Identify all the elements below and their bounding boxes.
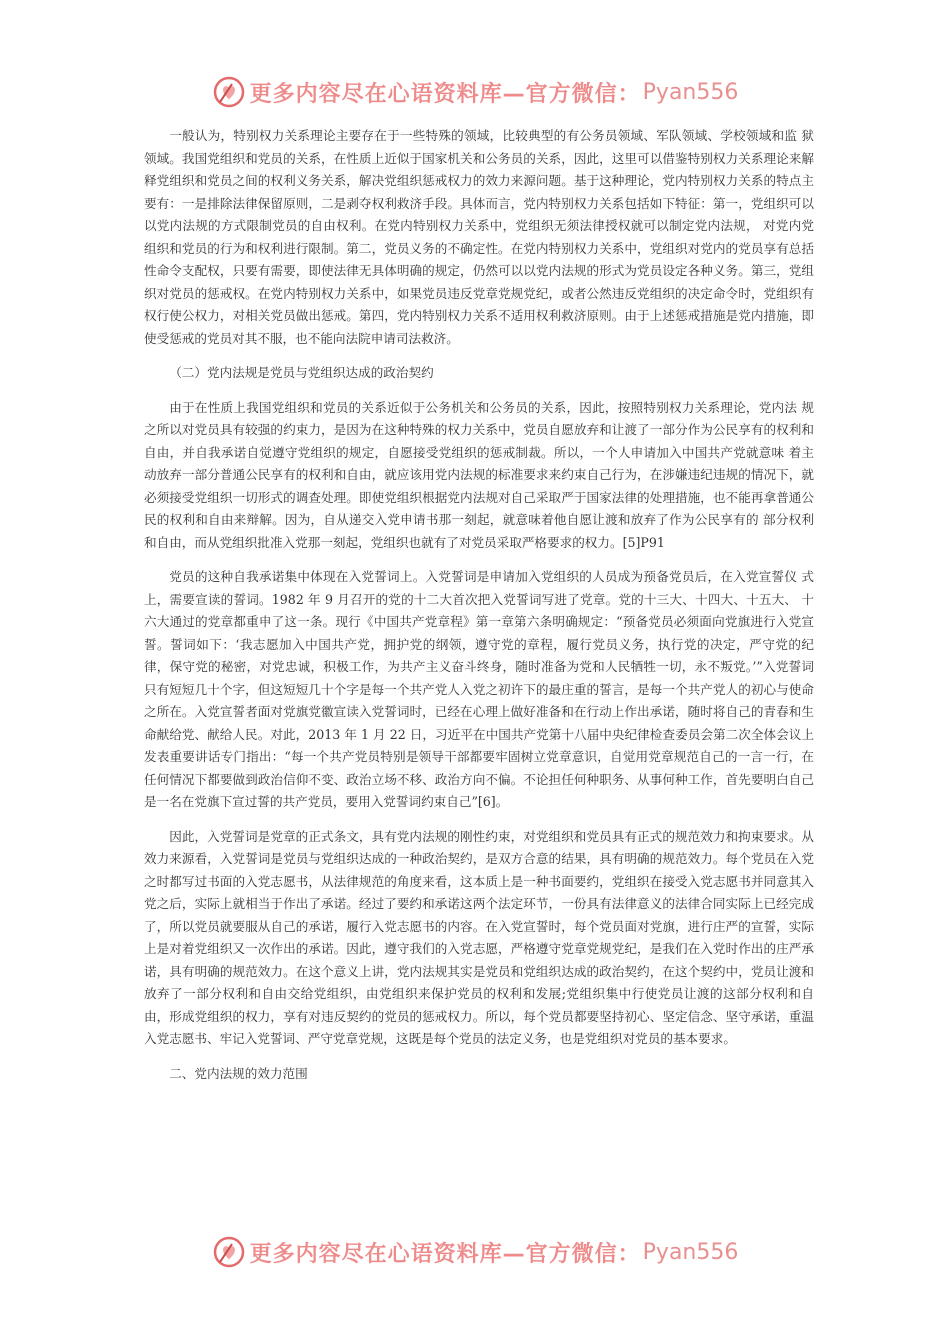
section-heading-political-contract: （二）党内法规是党员与党组织达成的政治契约	[169, 365, 434, 380]
footer-watermark-banner	[0, 1232, 950, 1272]
section-heading-scope: 二、党内法规的效力范围	[169, 1065, 308, 1081]
header-watermark-banner	[0, 72, 950, 112]
paragraph-oath: 党员的这种自我承诺集中体现在入党誓词上。入党誓词是申请加入党组织的人员成为预备党员后，在入党宣誓仪 式上，需要宣读的誓词。1982 年 9 月召开的党的十二大首次把入党誓词写进了党章。党的十三大、十四大、十五大、 十六大通过的党章都重申了这一条。现行《中国共产党章程》第一章第六条明确规定：“预备党员必须面向党旗进行入党宣誓。誓词如下：‘我志愿加入中国共产党，拥护党的纲领，遵守党的章程，履行党员义务，执行党的决定，严守党的纪律，保守党的秘密，对党忠诚，积极工作，为共产主义奋斗终身，随时准备为党和人民牺牲一切，永不叛党。’”入党誓词只有短短几十个字，但这短短几十个字是每一个共产党人入党之初许下的最庄重的誓言，是每一个共产党人的初心与使命之所在。入党宣誓者面对党旗党徽宣读入党誓词时，已经在心理上做好准备和在行动上作出承诺，随时将自己的青春和生命献给党、献给人民。对此，2013 年 1 月 22 日，习近平在中国共产党第十八届中央纪律检查委员会第二次全体会议上发表重要讲话专门指出：“每一个共产党员特别是领导干部都要牢固树立党章意识，自觉用党章规范自己的一言一行，在任何情况下都要做到政治信仰不变、政治立场不移、政治方向不偏。不论担任何种职务、从事何种工作，首先要明白自己是一名在党旗下宣过誓的共产党员，要用入党誓词约束自己”[6]。	[144, 569, 814, 809]
banner-text: 更多内容尽在心语资料库—官方微信：	[249, 1241, 641, 1267]
heart-pen-logo-icon	[212, 1235, 246, 1269]
heart-pen-logo-icon	[212, 75, 246, 109]
document-body	[144, 125, 814, 1097]
banner-wechat-handle: Pyan556	[642, 1239, 739, 1265]
paragraph-contract-effect: 因此，入党誓词是党章的正式条文，具有党内法规的刚性约束，对党组织和党员具有正式的规范效力和拘束要求。从效力来源看，入党誓词是党员与党组织达成的一种政治契约，是双方合意的结果，具有明确的规范效力。每个党员在入党之时都写过书面的入党志愿书，从法律规范的角度来看，这本质上是一种书面要约，党组织在接受入党志愿书并同意其入党之后，实际上就相当于作出了承诺。经过了要约和承诺这两个法定环节，一份具有法律意义的法律合同实际上已经完成了，所以党员就要服从自己的承诺，履行入党志愿书的内容。在入党宣誓时，每个党员面对党旗，进行庄严的宣誓，实际上是对着党组织又一次作出的承诺。因此，遵守我们的入党志愿，严格遵守党章党规党纪，是我们在入党时作出的庄严承诺，具有明确的规范效力。在这个意义上讲，党内法规其实是党员和党组织达成的政治契约，在这个契约中，党员让渡和放弃了一部分权利和自由交给党组织，由党组织来保护党员的权利和发展;党组织集中行使党员让渡的这部分权利和自由，形成党组织的权力，享有对违反契约的党员的惩戒权力。所以，每个党员都要坚持初心、坚定信念、坚守承诺，重温入党志愿书、牢记入党誓词、严守党章党规，这既是每个党员的法定义务，也是党组织对党员的基本要求。	[144, 828, 814, 1046]
paragraph-special-power-theory: 一般认为，特别权力关系理论主要存在于一些特殊的领域，比较典型的有公务员领域、军队领域、学校领域和监 狱领域。我国党组织和党员的关系，在性质上近似于国家机关和公务员的关系，因此，这里可以借鉴特别权力关系理论来解释党组织和党员之间的权利义务关系，解决党组织惩戒权力的效力来源问题。基于这种理论，党内特别权力关系的特点主要有：一是排除法律保留原则，二是剥夺权利救济手段。具体而言，党内特别权力关系包括如下特征：第一，党组织可以以党内法规的方式限制党员的自由权利。在党内特别权力关系中，党组织无须法律授权就可以制定党内法规， 对党内党组织和党员的行为和权利进行限制。第二，党员义务的不确定性。在党内特别权力关系中，党组织对党内的党员享有总括性命令支配权，只要有需要，即使法律无具体明确的规定，仍然可以以党内法规的形式为党员设定各种义务。第三，党组织对党员的惩戒权。在党内特别权力关系中，如果党员违反党章党规党纪，或者公然违反党组织的决定命令时，党组织有权行使公权力，对相关党员做出惩戒。第四，党内特别权力关系不适用权利救济原则。由于上述惩戒措施是党内措施，即使受惩戒的党员对其不服，也不能向法院申请司法救济。	[144, 128, 814, 346]
banner-wechat-handle: Pyan556	[642, 79, 739, 105]
paragraph-binding-force: 由于在性质上我国党组织和党员的关系近似于公务机关和公务员的关系，因此，按照特别权力关系理论，党内法 规之所以对党员具有较强的约束力，是因为在这种特殊的权力关系中，党员自愿放弃和让渡了一部分作为公民享有的权利和自由，并自我承诺自觉遵守党组织的规定，自愿接受党组织的惩戒制裁。所以，一个人申请加入中国共产党就意味 着主动放弃一部分普通公民享有的权利和自由，就应该用党内法规的标准要求来约束自己行为，在涉嫌违纪违规的情况下，就必须接受党组织一切形式的调查处理。即使党组织根据党内法规对自己采取严于国家法律的处理措施，也不能再拿普通公民的权利和自由来辩解。因为，自从递交入党申请书那一刻起，就意味着他自愿让渡和放弃了作为公民享有的 部分权利和自由，而从党组织批准入党那一刻起，党组织也就有了对党员采取严格要求的权力。[5]P91	[144, 399, 814, 550]
banner-text: 更多内容尽在心语资料库—官方微信：	[249, 81, 641, 107]
